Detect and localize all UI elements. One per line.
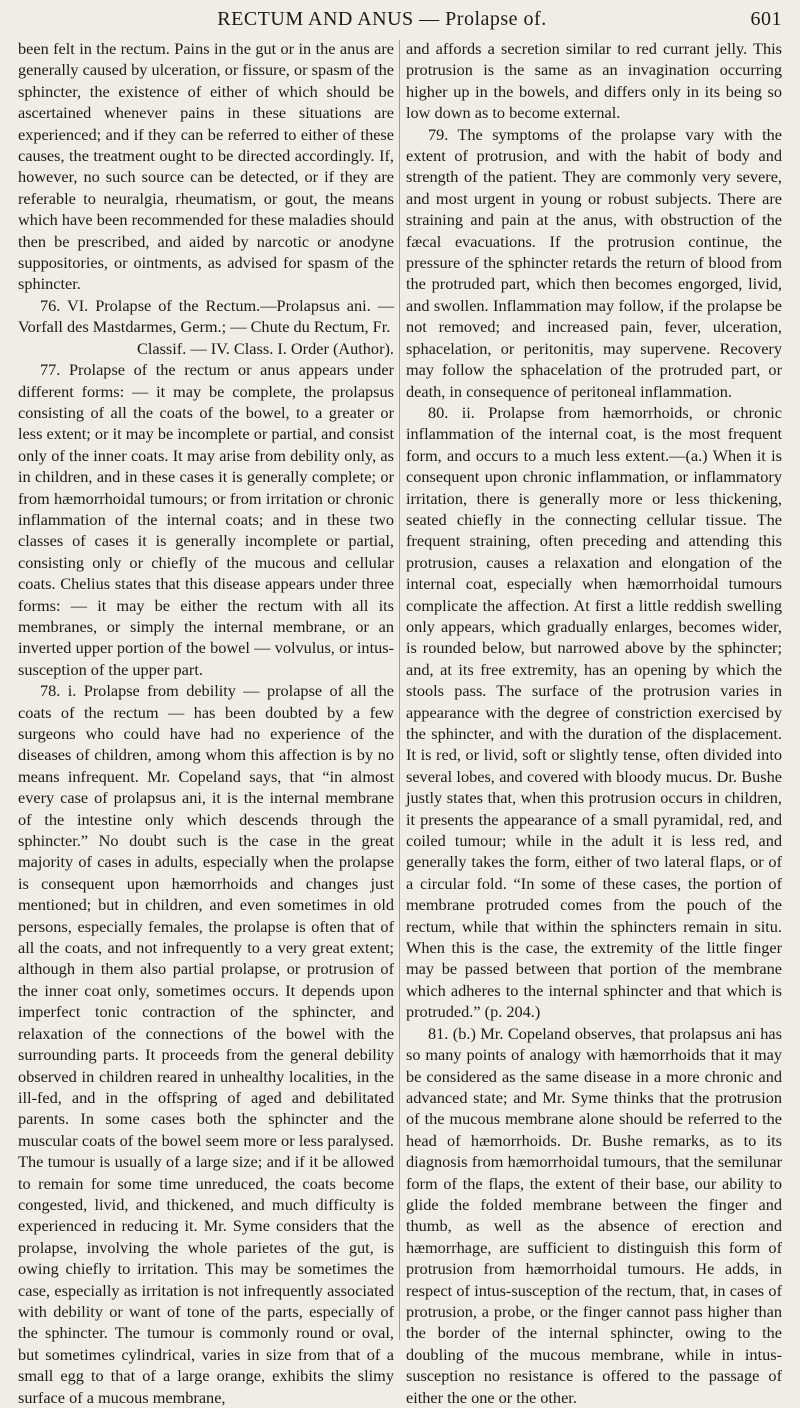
right-column — [406, 38, 782, 1407]
paragraph-78: 78. i. Prolapse from debility — prolapse of all the coats of the rectum — has been doubted by a few surgeons who could have had no experience of the diseases of children, among whom this affection is by no means infrequent. Mr. Copeland says, that “in almost every case of prolapsus ani, it is the internal membrane of the intestine only which descends through the sphincter.” No doubt such is the case in the great majority of cases in adults, especially when the prolapse is consequent upon hæmorrhoids and changes just mentioned; but in children, and even sometimes in old persons, especially females, the prolapse is often that of all the coats, and not infrequently to a very great extent; although in them also partial prolapse, or protrusion of the inner coat only, sometimes occurs. It depends upon imperfect tonic contraction of the sphincter, and relaxation of the connections of the bowel with the surrounding parts. It proceeds from the general debility observed in children reared in unhealthy localities, in the ill-fed, and in the offspring of aged and debilitated parents. In some cases both the sphincter and the muscular coats of the bowel seem more or less paralysed. The tumour is usually of a large size; and if it be allowed to remain for some time unreduced, the coats become congested, livid, and thickened, and much difficulty is experienced in reducing it. Mr. Syme considers that the prolapse, involving the whole parietes of the gut, is owing chiefly to irritation. This may be sometimes the case, especially as irritation is not infrequently associated with debility or want of tone of the parts, especially of the sphincter. The tumour is commonly round or oval, but sometimes cylindrical, varies in size from that of a small egg to that of a large orange, exhibits the slimy surface of a mucous membrane, — [18, 681, 394, 1407]
paragraph-77: 77. Prolapse of the rectum or anus appears under different forms: — it may be complete, the prolapsus consisting of all the coats of the bowel, to a greater or less extent; or it may be incomplete or partial, and consist only of the inner coats. It may arise from debility only, as in children, and in these cases it is generally complete; or from hæmorrhoidal tumours; or from irritation or chronic inflammation of the internal coats; and in these two classes of cases it is generally incomplete or partial, consisting only or chiefly of the mucous and cellular coats. Chelius states that this disease appears under three forms: — it may be either the rectum with all its membranes, or simply the internal membrane, or an inverted upper portion of the bowel — volvulus, or intus-susception of the upper part. — [18, 360, 394, 679]
paragraph-81: 81. (b.) Mr. Copeland observes, that prolapsus ani has so many points of analogy with hæmorrhoids that it may be considered as the same disease in a more chronic and advanced state; and Mr. Syme thinks that the protrusion of the mucous membrane alone should be referred to the head of hæmorrhoids. Dr. Bushe remarks, as to its diagnosis from hæmorrhoidal tumours, that the semilunar form of the flaps, the extent of their base, our ability to glide the folded membrane between the finger and thumb, as well as the absence of erection and hæmorrhage, are sufficient to distinguish this form of protrusion from hæmorrhoidal tumours. He adds, in respect of intus-susception of the rectum, that, in cases of protrusion, a probe, or the finger cannot pass higher than the border of the internal sphincter, owing to the doubling of the mucous membrane, while in intus-susception no resistance is offered to the passage of either the one or the other. — [406, 1023, 782, 1407]
section-heading-prolapse-of-rectum: 76. VI. Prolapse of the Rectum.—Prolapsus ani. — Vorfall des Mastdarmes, Germ.; — Chute du Rectum, Fr. — [18, 295, 394, 337]
running-header — [22, 6, 782, 32]
header-title: RECTUM AND ANUS — Prolapse of. — [217, 7, 547, 30]
column-divider — [399, 40, 400, 1340]
left-column — [18, 38, 394, 1407]
paragraph-79: 79. The symptoms of the prolapse vary with the extent of protrusion, and with the habit of body and strength of the patient. They are commonly very severe, and most urgent in young or robust subjects. There are straining and pain at the anus, with obstruction of the fæcal evacuations. If the protrusion continue, the pressure of the sphincter retards the return of blood from the protruded part, which then becomes engorged, livid, and swollen. Inflammation may follow, if the prolapse be not removed; and increased pain, fever, ulceration, sphacelation, or peritonitis, may supervene. Recovery may follow the sphacelation of the protruded part, or death, in consequence of peritoneal inflammation. — [406, 124, 782, 401]
paragraph-continued: been felt in the rectum. Pains in the gut or in the anus are generally caused by ulceration, or fissure, or spasm of the sphincter, the existence of either of which should be ascertained whenever pains in these situations are experienced; and if they can be referred to either of these causes, the treatment ought to be directed accordingly. If, however, no such source can be detected, or if they are referable to neuralgia, rheumatism, or gout, the means which have been recommended for these maladies should then be prescribed, and aided by narcotic or anodyne suppositories, or ointments, as advised for spasm of the sphincter. — [18, 39, 394, 294]
classification-line: Classif. — IV. Class. I. Order (Author). — [136, 338, 394, 358]
page-number: 601 — [750, 7, 782, 30]
paragraph-78-continued: and affords a secretion similar to red currant jelly. This protrusion is the same as an invagination occurring higher up in the bowels, and differs only in its being so low down as to become external. — [406, 39, 782, 123]
paragraph-80: 80. ii. Prolapse from hæmorrhoids, or chronic inflammation of the internal coat, is the most frequent form, and occurs to a much less extent.—(a.) When it is consequent upon chronic inflammation, or inflammatory irritation, there is generally more or less thickening, seated chiefly in the connecting cellular tissue. The frequent straining, often preceding and attending this protrusion, causes a relaxation and elongation of the internal coat, especially when hæmorrhoidal tumours complicate the affection. At first a little reddish swelling only appears, which gradually enlarges, becomes wider, is rounded below, but narrowed above by the sphincter; and, at its free extremity, has an opening by which the stools pass. The surface of the protrusion varies in appearance with the degree of constriction exercised by the sphincter, and with the duration of the displacement. It is red, or livid, soft or slightly tense, often divided into several lobes, and covered with bloody mucus. Dr. Bushe justly states that, when this protrusion occurs in children, it presents the appearance of a small pyramidal, red, and coiled tumour; while in the adult it is less red, and generally takes the form, either of two lateral flaps, or of a circular fold. “In some of these cases, the portion of membrane protruded comes from the pouch of the rectum, while that within the sphincters remain in situ. When this is the case, the extremity of the little finger may be passed between that portion of the membrane which adheres to the internal sphincter and that which is protruded.” (p. 204.) — [406, 402, 782, 1022]
